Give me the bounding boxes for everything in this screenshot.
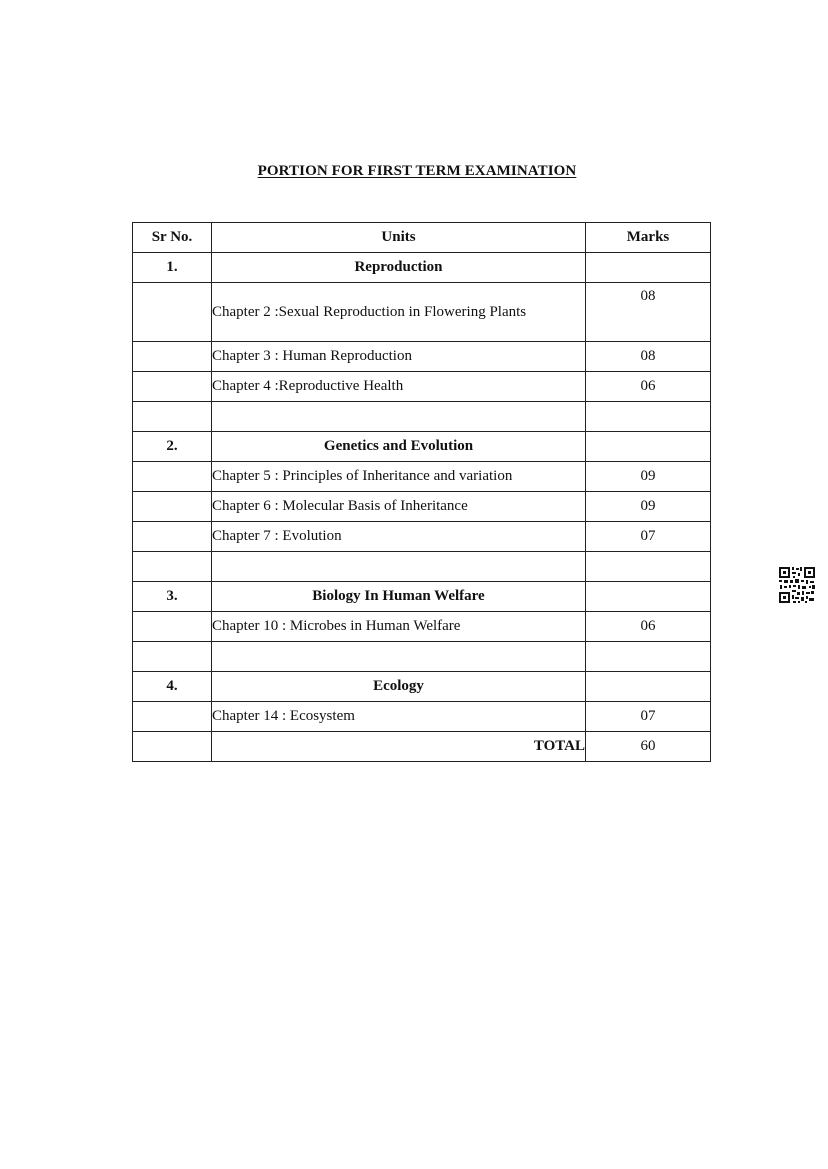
empty-cell: [133, 342, 212, 372]
chapter-marks: 08: [586, 342, 711, 372]
table-header-row: [133, 223, 711, 253]
chapter-row: [133, 372, 711, 402]
page-title: PORTION FOR FIRST TERM EXAMINATION: [257, 163, 577, 179]
section-heading: Reproduction: [212, 253, 586, 283]
chapter-marks: 08: [586, 283, 711, 342]
section-number: 2.: [133, 432, 212, 462]
total-marks: 60: [586, 732, 711, 762]
empty-cell: [133, 612, 212, 642]
chapter-name: Chapter 2 :Sexual Reproduction in Flowering Plants: [212, 283, 586, 342]
empty-cell: [133, 522, 212, 552]
empty-cell: [133, 492, 212, 522]
section-row: [133, 582, 711, 612]
empty-cell: [133, 552, 212, 582]
chapter-row: [133, 283, 711, 342]
empty-cell: [212, 402, 586, 432]
empty-cell: [133, 732, 212, 762]
section-number: 4.: [133, 672, 212, 702]
chapter-row: [133, 462, 711, 492]
qr-code-icon: [778, 566, 816, 604]
chapter-row: [133, 342, 711, 372]
chapter-marks: 09: [586, 462, 711, 492]
section-row: [133, 253, 711, 283]
section-heading: Biology In Human Welfare: [212, 582, 586, 612]
section-heading: Ecology: [212, 672, 586, 702]
section-row: [133, 432, 711, 462]
spacer-row: [133, 402, 711, 432]
empty-cell: [212, 642, 586, 672]
header-sr-no: Sr No.: [133, 223, 212, 253]
portion-table: [132, 222, 711, 762]
empty-cell: [133, 642, 212, 672]
section-number: 3.: [133, 582, 212, 612]
chapter-row: [133, 492, 711, 522]
total-row: [133, 732, 711, 762]
chapter-name: Chapter 5 : Principles of Inheritance and variation: [212, 462, 586, 492]
chapter-name: Chapter 7 : Evolution: [212, 522, 586, 552]
empty-cell: [133, 702, 212, 732]
chapter-row: [133, 702, 711, 732]
section-row: [133, 672, 711, 702]
chapter-name: Chapter 4 :Reproductive Health: [212, 372, 586, 402]
empty-cell: [586, 253, 711, 283]
chapter-name: Chapter 3 : Human Reproduction: [212, 342, 586, 372]
header-units: Units: [212, 223, 586, 253]
chapter-marks: 07: [586, 522, 711, 552]
chapter-row: [133, 612, 711, 642]
section-heading: Genetics and Evolution: [212, 432, 586, 462]
chapter-name: Chapter 6 : Molecular Basis of Inheritance: [212, 492, 586, 522]
section-number: 1.: [133, 253, 212, 283]
header-marks: Marks: [586, 223, 711, 253]
total-label: TOTAL: [212, 732, 586, 762]
chapter-marks: 09: [586, 492, 711, 522]
spacer-row: [133, 642, 711, 672]
empty-cell: [133, 402, 212, 432]
empty-cell: [586, 432, 711, 462]
chapter-row: [133, 522, 711, 552]
empty-cell: [133, 283, 212, 342]
empty-cell: [586, 402, 711, 432]
empty-cell: [586, 552, 711, 582]
spacer-row: [133, 552, 711, 582]
empty-cell: [212, 552, 586, 582]
empty-cell: [586, 642, 711, 672]
chapter-marks: 07: [586, 702, 711, 732]
chapter-name: Chapter 14 : Ecosystem: [212, 702, 586, 732]
empty-cell: [133, 462, 212, 492]
chapter-marks: 06: [586, 612, 711, 642]
empty-cell: [586, 672, 711, 702]
empty-cell: [586, 582, 711, 612]
chapter-name: Chapter 10 : Microbes in Human Welfare: [212, 612, 586, 642]
empty-cell: [133, 372, 212, 402]
chapter-marks: 06: [586, 372, 711, 402]
